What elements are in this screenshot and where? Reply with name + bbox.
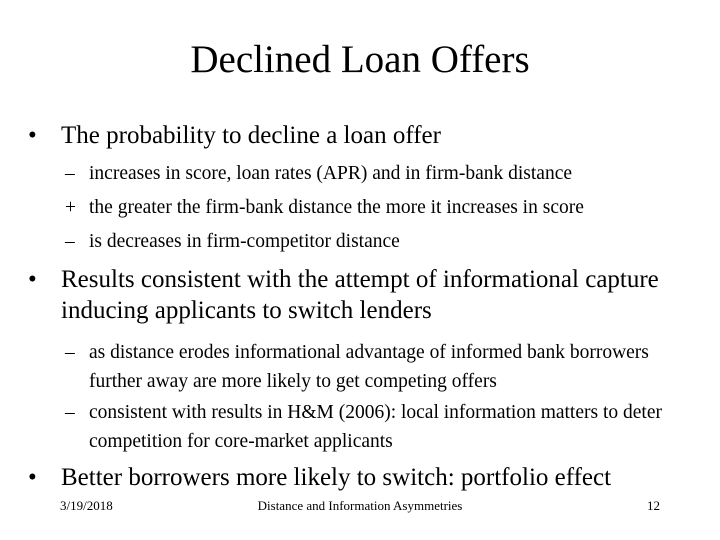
subitem-text: increases in score, loan rates (APR) and in firm-bank distance	[89, 163, 573, 184]
subitem-1-1	[65, 159, 705, 188]
subitem-marker: –	[65, 163, 75, 184]
bullet-3	[28, 462, 708, 493]
footer-page-number: 12	[647, 498, 660, 513]
subitem-text: the greater the firm-bank distance the more it increases in score	[89, 197, 584, 218]
subitem-2-2	[65, 398, 705, 456]
subitem-text: as distance erodes informational advantage of informed bank borrowers further away are more likely to get competing offers	[89, 342, 649, 392]
bullet-text: Results consistent with the attempt of informational capture inducing applicants to switch lenders	[61, 266, 659, 324]
subitem-1-2	[65, 193, 705, 222]
bullet-text: The probability to decline a loan offer	[61, 122, 441, 149]
subitem-marker: –	[65, 342, 75, 363]
bullet-marker: •	[28, 464, 37, 491]
subitem-1-3	[65, 227, 705, 256]
subitem-text: consistent with results in H&M (2006): local information matters to deter competition for core-market applicants	[89, 402, 662, 452]
footer-title: Distance and Information Asymmetries	[257, 498, 463, 513]
subitem-2-1	[65, 338, 705, 396]
bullet-marker: •	[28, 266, 37, 293]
subitem-marker: –	[65, 231, 75, 252]
bullet-marker: •	[28, 122, 37, 149]
slide-title: Declined Loan Offers	[190, 38, 530, 81]
subitem-text: is decreases in firm-competitor distance	[89, 231, 400, 252]
bullet-2	[28, 264, 708, 326]
subitem-marker: +	[65, 197, 76, 218]
subitem-marker: –	[65, 402, 75, 423]
footer-date: 3/19/2018	[60, 498, 113, 513]
bullet-1	[28, 120, 708, 151]
bullet-text: Better borrowers more likely to switch: portfolio effect	[61, 464, 612, 491]
